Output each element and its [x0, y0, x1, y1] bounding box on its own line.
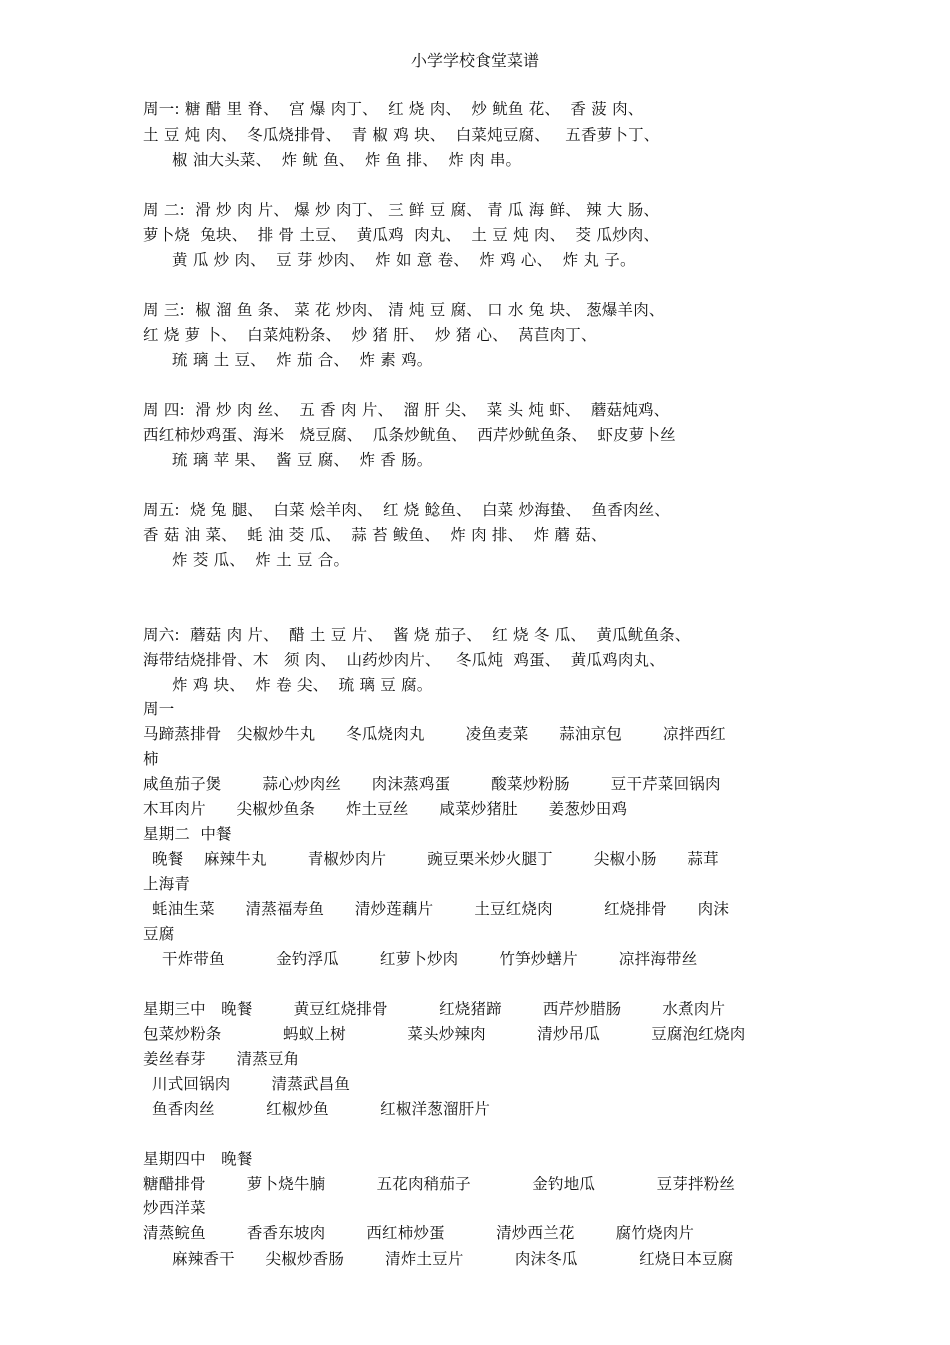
text-line: 周 二: 滑 炒 肉 片、 爆 炒 肉丁、 三 鲜 豆 腐、 青 瓜 海 鲜、 辣 大 肠、 — [143, 201, 660, 219]
text-line: 豆腐 — [143, 925, 175, 943]
text-line: 炸 鸡 块、 炸 卷 尖、 琉 璃 豆 腐。 — [172, 676, 433, 694]
text-line: 蚝油生菜 清蒸福寿鱼 清炒莲藕片 土豆红烧肉 红烧排骨 肉沫 — [152, 900, 730, 918]
text-line: 萝卜烧 兔块、 排 骨 土豆、 黄瓜鸡 肉丸、 土 豆 炖 肉、 茭 瓜炒肉、 — [143, 226, 660, 244]
text-line: 周六: 蘑菇 肉 片、 醋 土 豆 片、 酱 烧 茄子、 红 烧 冬 瓜、 黄瓜鱿鱼条、 — [143, 626, 691, 644]
text-line: 琉 璃 土 豆、 炸 茄 合、 炸 素 鸡。 — [172, 351, 433, 369]
text-line: 炸 茭 瓜、 炸 土 豆 合。 — [172, 551, 350, 569]
text-line: 鱼香肉丝 红椒炒鱼 红椒洋葱溜肝片 — [152, 1100, 491, 1118]
text-line: 糖醋排骨 萝卜烧牛腩 五花肉稍茄子 金钓地瓜 豆芽拌粉丝 — [143, 1175, 736, 1193]
text-line: 西红柿炒鸡蛋、海米 烧豆腐、 瓜条炒鱿鱼、 西芹炒鱿鱼条、 虾皮萝卜丝 — [143, 426, 676, 444]
document-title: 小学学校食堂菜谱 — [410, 51, 539, 70]
text-line: 姜丝春芽 清蒸豆角 — [143, 1050, 300, 1068]
text-line: 星期三中 晚餐 黄豆红烧排骨 红烧猪蹄 西芹炒腊肠 水煮肉片 — [143, 1000, 726, 1018]
text-line: 川式回锅肉 清蒸武昌鱼 — [152, 1075, 351, 1093]
text-line: 黄 瓜 炒 肉、 豆 芽 炒肉、 炸 如 意 卷、 炸 鸡 心、 炸 丸 子。 — [172, 251, 636, 269]
text-line: 咸鱼茄子煲 蒜心炒肉丝 肉沫蒸鸡蛋 酸菜炒粉肠 豆干芹菜回锅肉 — [143, 775, 721, 793]
text-line: 周一 — [143, 700, 175, 718]
text-line: 包菜炒粉条 蚂蚁上树 菜头炒辣肉 清炒吊瓜 豆腐泡红烧肉 — [143, 1025, 746, 1043]
text-line: 星期四中 晚餐 — [143, 1150, 253, 1168]
text-line: 香 菇 油 菜、 蚝 油 茭 瓜、 蒜 苔 鲅鱼、 炸 肉 排、 炸 蘑 菇、 — [143, 526, 607, 544]
text-line: 海带结烧排骨、木 须 肉、 山药炒肉片、 冬瓜炖 鸡蛋、 黄瓜鸡肉丸、 — [143, 651, 665, 669]
text-line: 麻辣香干 尖椒炒香肠 清炸土豆片 肉沫冬瓜 红烧日本豆腐 — [172, 1250, 734, 1268]
text-line: 周一: 糖 醋 里 脊、 宫 爆 肉丁、 红 烧 肉、 炒 鱿鱼 花、 香 菠 肉、 — [143, 100, 644, 118]
text-line: 红 烧 萝 卜、 白菜炖粉条、 炒 猪 肝、 炒 猪 心、 莴苣肉丁、 — [143, 326, 597, 344]
text-line: 清蒸鲩鱼 香香东坡肉 西红柿炒蛋 清炒西兰花 腐竹烧肉片 — [143, 1224, 695, 1242]
text-line: 马蹄蒸排骨 尖椒炒牛丸 冬瓜烧肉丸 凌鱼麦菜 蒜油京包 凉拌西红 — [143, 725, 726, 743]
text-line: 周五: 烧 兔 腿、 白菜 烩羊肉、 红 烧 鲶鱼、 白菜 炒海蛰、 鱼香肉丝、 — [143, 501, 671, 519]
text-line: 土 豆 炖 肉、 冬瓜烧排骨、 青 椒 鸡 块、 白菜炖豆腐、 五香萝卜丁、 — [143, 126, 660, 144]
text-line: 星期二 中餐 — [143, 825, 232, 843]
text-line: 晚餐 麻辣牛丸 青椒炒肉片 豌豆栗米炒火腿丁 尖椒小肠 蒜茸 — [152, 850, 719, 868]
text-line: 琉 璃 苹 果、 酱 豆 腐、 炸 香 肠。 — [172, 451, 433, 469]
text-line: 周 三: 椒 溜 鱼 条、 菜 花 炒肉、 清 炖 豆 腐、 口 水 兔 块、 葱爆羊肉、 — [143, 301, 665, 319]
text-line: 木耳肉片 尖椒炒鱼条 炸土豆丝 咸菜炒猪肚 姜葱炒田鸡 — [143, 800, 628, 818]
text-line: 周 四: 滑 炒 肉 丝、 五 香 肉 片、 溜 肝 尖、 菜 头 炖 虾、 蘑菇炖鸡、 — [143, 401, 670, 419]
text-line: 干炸带鱼 金钓浮瓜 红萝卜炒肉 竹笋炒蟮片 凉拌海带丝 — [162, 950, 698, 968]
text-line: 炒西洋菜 — [143, 1199, 206, 1217]
text-line: 椒 油大头菜、 炸 鱿 鱼、 炸 鱼 排、 炸 肉 串。 — [172, 151, 522, 169]
text-line: 上海青 — [143, 875, 191, 893]
text-line: 柿 — [143, 750, 159, 768]
